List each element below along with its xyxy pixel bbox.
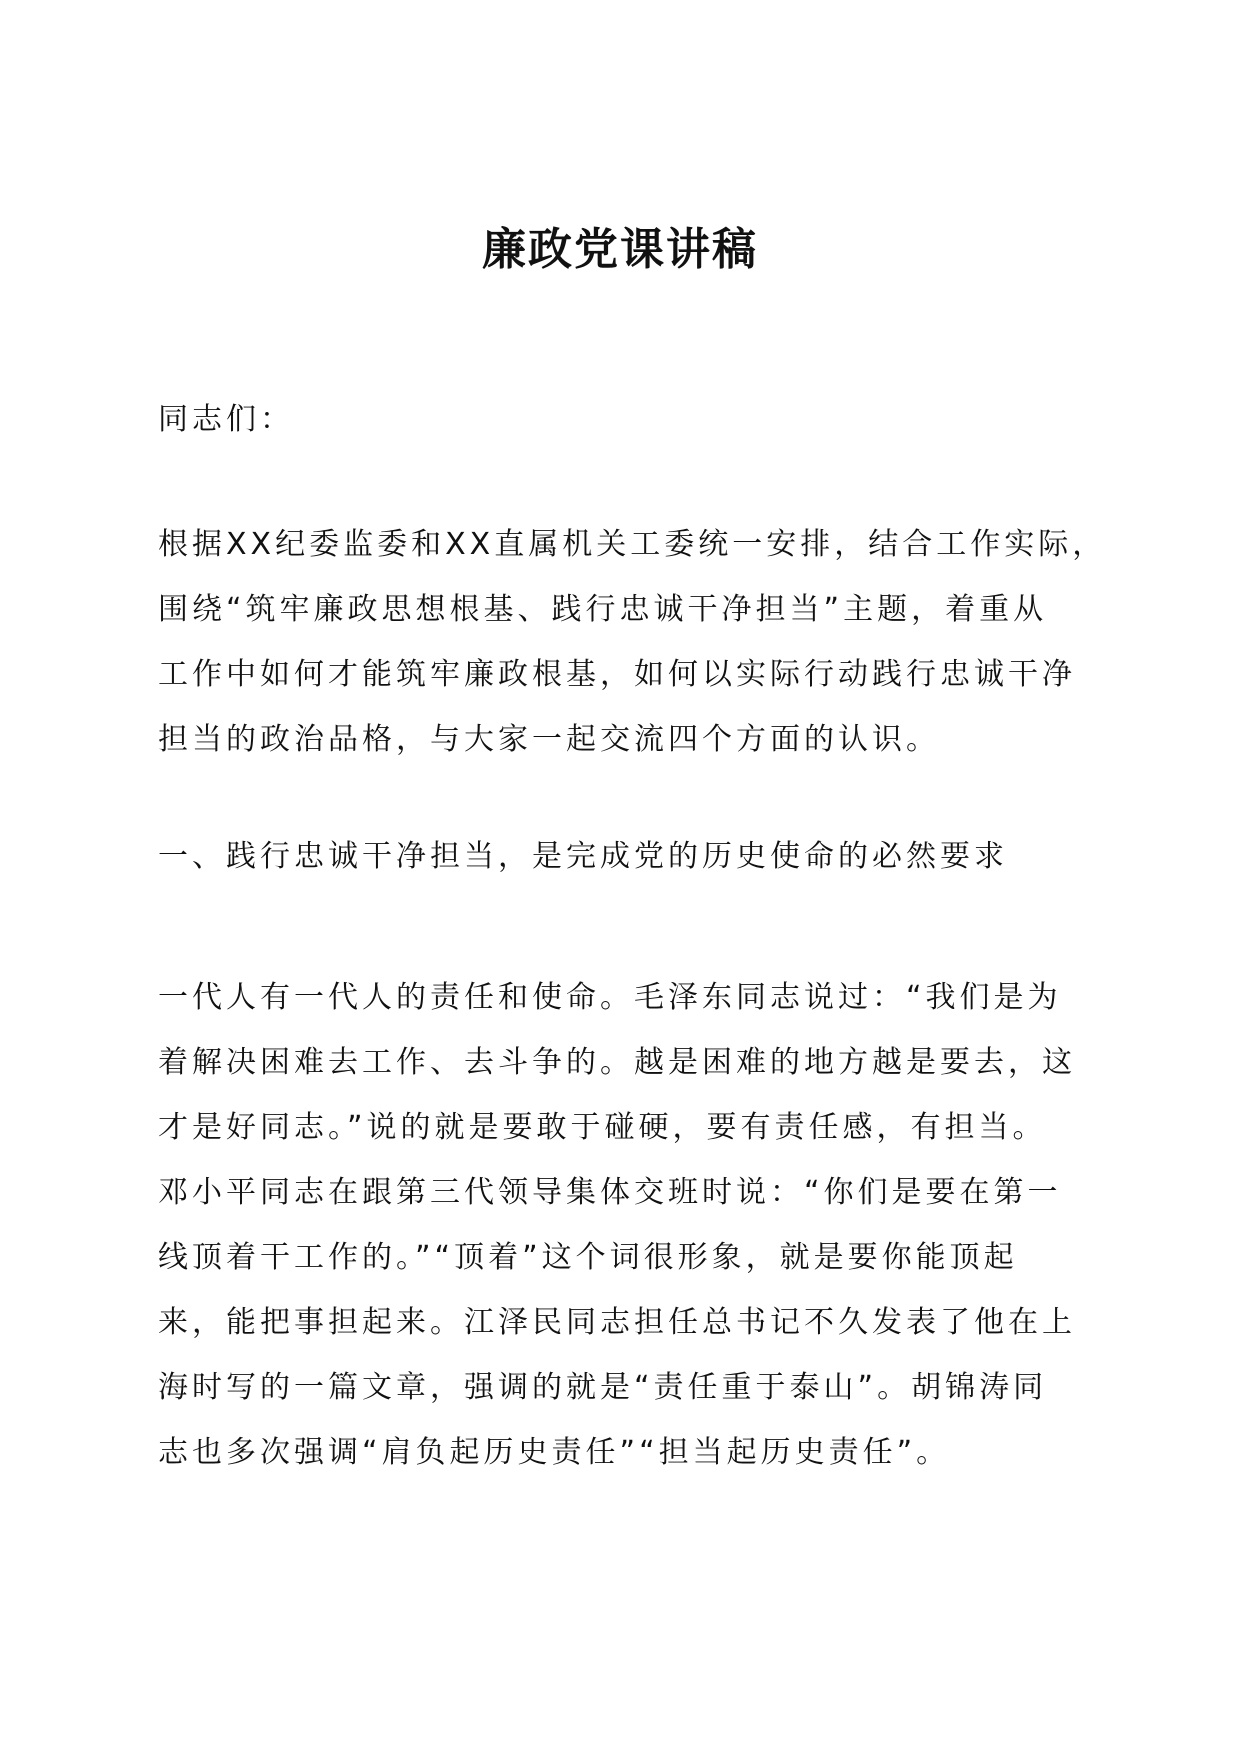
paragraph-line: 线顶着干工作的。”“顶着”这个词很形象，就是要你能顶起 [158,1240,1018,1275]
paragraph-line: 来，能把事担起来。江泽民同志担任总书记不久发表了他在上 [158,1305,1076,1340]
paragraph-line: 才是好同志。”说的就是要敢于碰硬，要有责任感，有担当。 [158,1110,1047,1145]
paragraph-line: 邓小平同志在跟第三代领导集体交班时说：“你们是要在第一 [158,1175,1062,1210]
paragraph-line: 围绕“筑牢廉政思想根基、践行忠诚干净担当”主题，着重从 [158,592,1048,627]
section-1-paragraph [158,965,1088,1485]
paragraph-line: 担当的政治品格，与大家一起交流四个方面的认识。 [158,722,940,757]
paragraph-line: 志也多次强调“肩负起历史责任”“担当起历史责任”。 [158,1435,951,1470]
paragraph-line: 工作中如何才能筑牢廉政根基，如何以实际行动践行忠诚干净 [158,657,1076,692]
section-heading-1: 一、践行忠诚干净担当，是完成党的历史使命的必然要求 [158,839,1008,874]
greeting: 同志们： [158,402,294,437]
paragraph-line: 一代人有一代人的责任和使命。毛泽东同志说过：“我们是为 [158,980,1062,1015]
paragraph-line: 海时写的一篇文章，强调的就是“责任重于泰山”。胡锦涛同 [158,1370,1048,1405]
paragraph-line: 着解决困难去工作、去斗争的。越是困难的地方越是要去，这 [158,1045,1076,1080]
paragraph-line: 根据XX纪委监委和XX直属机关工委统一安排，结合工作实际， [158,527,1107,562]
document-title: 廉政党课讲稿 [482,224,758,275]
intro-paragraph [158,512,1107,772]
